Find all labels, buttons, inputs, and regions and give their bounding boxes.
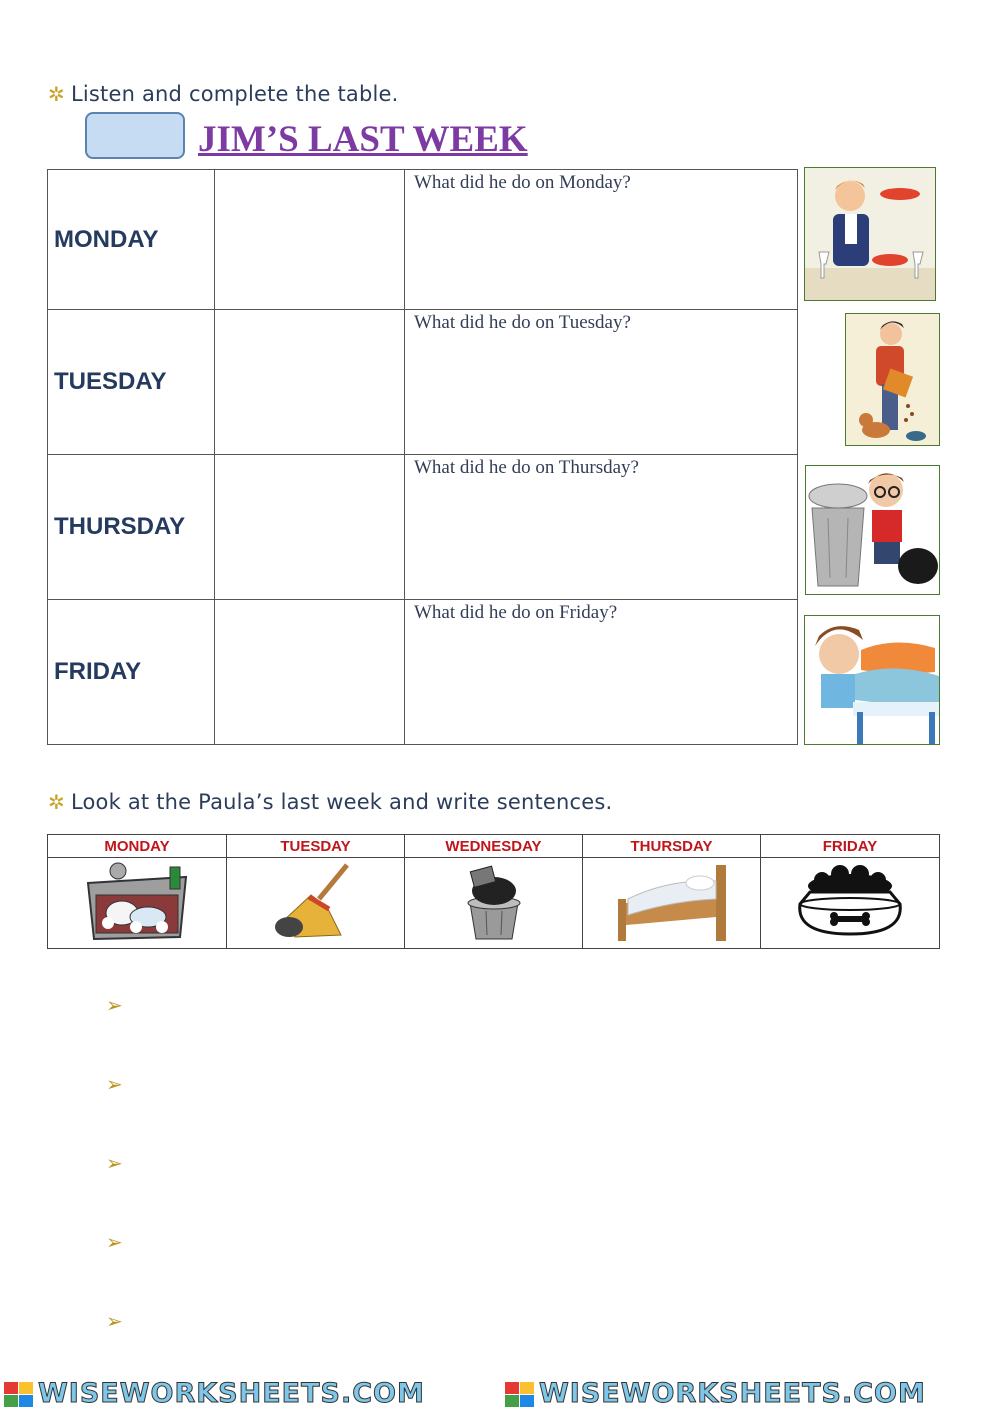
washing-dishes-picture xyxy=(804,167,936,301)
feeding-dog-picture xyxy=(845,313,940,446)
paula-picture-cell xyxy=(761,858,940,949)
day-label: THURSDAY xyxy=(54,513,186,540)
day-label: FRIDAY xyxy=(54,658,142,685)
day-cell xyxy=(48,600,215,745)
table-header-row xyxy=(48,835,940,858)
answer-bullet-4[interactable] xyxy=(106,1230,123,1254)
title-answer-box[interactable] xyxy=(85,112,185,159)
arrow-bullet-icon: ➢ xyxy=(106,1309,123,1333)
question-text: What did he do on Thursday? xyxy=(414,457,639,478)
arrow-bullet-icon: ➢ xyxy=(106,1151,123,1175)
boy-with-plates-icon xyxy=(805,168,935,300)
answer-cell[interactable] xyxy=(215,600,405,745)
instruction-1-text: Listen and complete the table. xyxy=(70,82,399,106)
day-cell xyxy=(48,310,215,455)
boy-feeding-dog-icon xyxy=(846,314,939,445)
paula-picture-cell xyxy=(227,858,405,949)
trash-can-icon xyxy=(454,861,534,941)
table-row xyxy=(48,170,798,310)
question-cell[interactable] xyxy=(405,455,798,600)
boy-with-trash-icon xyxy=(806,466,939,594)
sun-bullet-icon: ✲ xyxy=(48,790,65,814)
answer-bullet-3[interactable] xyxy=(106,1151,123,1175)
taking-out-trash-picture xyxy=(805,465,940,595)
paula-day-header: THURSDAY xyxy=(583,835,761,858)
paula-picture-cell xyxy=(405,858,583,949)
watermark-text-2: WISEWORKSHEETS.COM xyxy=(539,1378,926,1409)
answer-cell[interactable] xyxy=(215,310,405,455)
paula-day-header: MONDAY xyxy=(48,835,227,858)
instruction-1 xyxy=(48,82,399,106)
boy-making-bed-icon xyxy=(805,616,939,744)
paula-picture-cell xyxy=(583,858,761,949)
answer-bullet-5[interactable] xyxy=(106,1309,123,1333)
day-label: MONDAY xyxy=(54,225,159,253)
bed-icon xyxy=(612,859,732,943)
arrow-bullet-icon: ➢ xyxy=(106,1072,123,1096)
paula-day-header: WEDNESDAY xyxy=(405,835,583,858)
day-cell xyxy=(48,170,215,310)
watermark-text-1: WISEWORKSHEETS.COM xyxy=(38,1378,425,1409)
question-cell[interactable] xyxy=(405,600,798,745)
making-bed-picture xyxy=(804,615,940,745)
table-row xyxy=(48,858,940,949)
wise-logo-icon xyxy=(505,1382,535,1408)
paula-picture-cell xyxy=(48,858,227,949)
question-text: What did he do on Monday? xyxy=(414,172,631,193)
answer-bullet-1[interactable] xyxy=(106,993,123,1017)
question-text: What did he do on Tuesday? xyxy=(414,312,631,333)
arrow-bullet-icon: ➢ xyxy=(106,1230,123,1254)
answer-cell[interactable] xyxy=(215,455,405,600)
day-label: TUESDAY xyxy=(54,368,167,395)
answer-bullet-2[interactable] xyxy=(106,1072,123,1096)
day-cell xyxy=(48,455,215,600)
sun-bullet-icon: ✲ xyxy=(48,82,65,106)
wise-logo-icon xyxy=(4,1382,34,1408)
dirty-dishes-icon xyxy=(82,861,192,941)
jim-week-table xyxy=(47,169,798,745)
answer-cell[interactable] xyxy=(215,170,405,310)
instruction-2 xyxy=(48,790,612,814)
paula-week-table xyxy=(47,834,940,949)
table-row xyxy=(48,310,798,455)
dog-bowl-icon xyxy=(788,864,912,938)
question-cell[interactable] xyxy=(405,170,798,310)
table-row xyxy=(48,600,798,745)
paula-day-header: TUESDAY xyxy=(227,835,405,858)
question-text: What did he do on Friday? xyxy=(414,602,618,623)
arrow-bullet-icon: ➢ xyxy=(106,993,123,1017)
paula-day-header: FRIDAY xyxy=(761,835,940,858)
question-cell[interactable] xyxy=(405,310,798,455)
broom-icon xyxy=(271,861,361,941)
instruction-2-text: Look at the Paula’s last week and write sentences. xyxy=(70,790,613,814)
page-title: JIM’S LAST WEEK xyxy=(198,119,528,160)
table-row xyxy=(48,455,798,600)
